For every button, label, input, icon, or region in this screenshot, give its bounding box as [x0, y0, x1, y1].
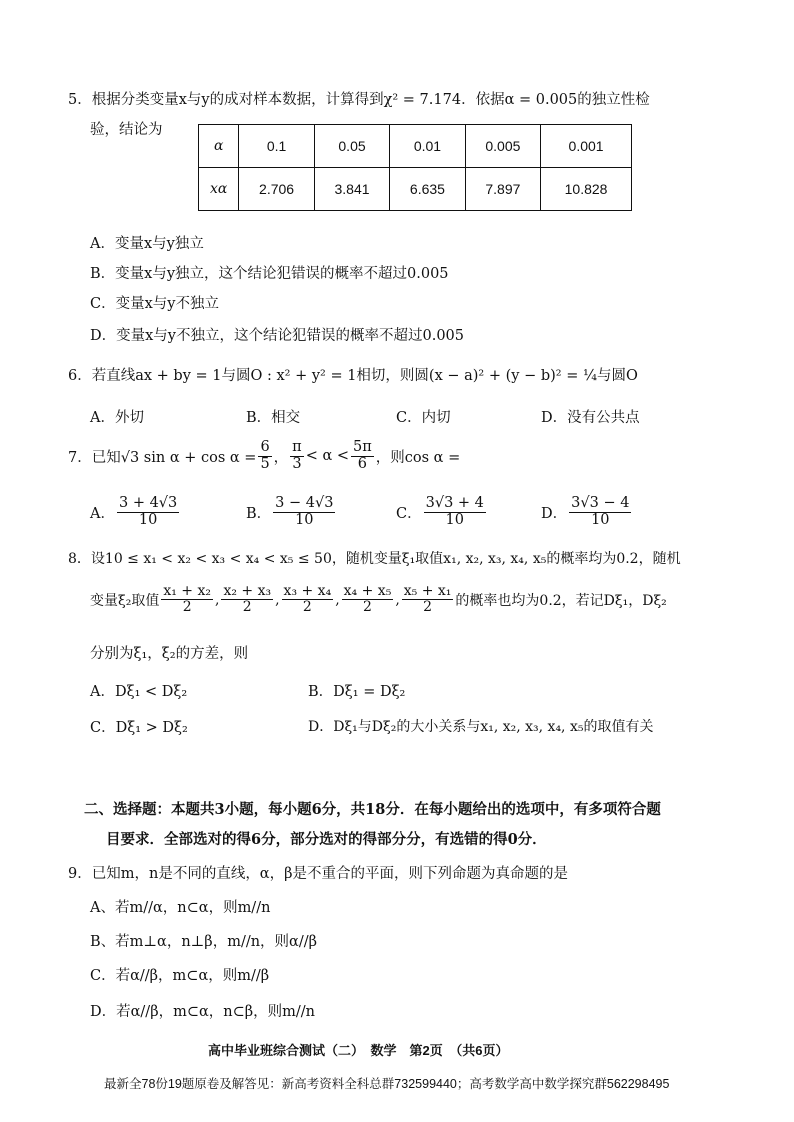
q9-option-d: D．若α//β，m⊂α，n⊂β，则m//n [90, 1004, 315, 1020]
q6-option-b: B．相交 [246, 410, 301, 426]
option-label: D． [541, 505, 568, 522]
q7-option-c [396, 496, 488, 529]
q9-option-b: B、若m⊥α，n⊥β，m//n，则α//β [90, 934, 317, 950]
q5-option-a: A．变量x与y独立 [90, 236, 204, 252]
frac-den: 2 [302, 599, 312, 616]
q7-frac-6-5 [258, 440, 271, 473]
frac-den: 10 [295, 511, 314, 528]
table-cell: 0.01 [390, 125, 465, 168]
critical-value-table [198, 124, 632, 211]
q8-line2-end: 的概率也均为0.2，若记Dξ₁，Dξ₂ [455, 592, 667, 609]
q6-stem: 6．若直线ax + by = 1与圆O : x² + y² = 1相切，则圆(x − a)² + (y − b)² = ¼与圆O [68, 368, 638, 384]
table-cell: 0.005 [465, 125, 540, 168]
q9-option-c: C．若α//β，m⊂α，则m//β [90, 968, 270, 984]
table-cell: 0.001 [541, 125, 632, 168]
frac-den: 2 [182, 599, 192, 616]
q7-frac-5pi-6 [351, 440, 374, 473]
table-cell: 0.1 [239, 125, 314, 168]
q8-line3: 分别为ξ₁，ξ₂的方差，则 [90, 646, 249, 662]
q6-option-a: A．外切 [90, 410, 144, 426]
option-label: A． [90, 505, 115, 522]
option-label: C． [396, 505, 422, 522]
frac-num: 3 − 4√3 [275, 495, 334, 511]
frac-den: 2 [242, 599, 252, 616]
frac-den: 5 [260, 455, 270, 472]
frac-num: π [292, 439, 302, 455]
table-cell: 0.05 [314, 125, 389, 168]
frac-num: 3√3 − 4 [571, 495, 630, 511]
q8-option-c: C．Dξ₁ > Dξ₂ [90, 720, 188, 736]
q7-ineq: < α < [305, 448, 350, 465]
q8-line1: 8．设10 ≤ x₁ < x₂ < x₃ < x₄ < x₅ ≤ 50，随机变量ξ₁取值x₁, x₂, x₃, x₄, x₅的概率均为0.2，随机 [68, 551, 681, 567]
q7-option-a [90, 496, 181, 529]
q5-option-b: B．变量x与y独立，这个结论犯错误的概率不超过0.005 [90, 266, 449, 282]
frac-num: x₃ + x₄ [283, 583, 332, 599]
table-cell: 2.706 [239, 168, 314, 211]
q5-stem: 5．根据分类变量x与y的成对样本数据，计算得到χ² = 7.174．依据α = 0.005的独立性检 [68, 92, 650, 108]
q9-option-a: A、若m//α，n⊂α，则m//n [90, 900, 271, 916]
table-cell: 6.635 [390, 168, 465, 211]
frac-den: 2 [363, 599, 372, 616]
frac-num: x₄ + x₅ [343, 583, 392, 599]
table-header-x: xα [199, 168, 239, 211]
frac-den: 10 [138, 511, 158, 528]
q7-sep: ， [273, 449, 289, 466]
q5-stem-cont: 验，结论为 [90, 122, 163, 138]
q9-stem: 9．已知m，n是不同的直线，α，β是不重合的平面，则下列命题为真命题的是 [68, 866, 568, 882]
table-row-alpha [199, 125, 632, 168]
frac-den: 2 [423, 599, 433, 616]
q8-option-a: A．Dξ₁ < Dξ₂ [90, 684, 188, 700]
frac-num: x₅ + x₁ [403, 583, 452, 599]
q7-stem [68, 440, 460, 473]
frac-num: 3 + 4√3 [118, 495, 178, 511]
table-cell: 10.828 [541, 168, 632, 211]
frac-num: x₂ + x₃ [223, 583, 272, 599]
table-cell: 7.897 [465, 168, 540, 211]
q8-line2-start: 变量ξ₂取值 [90, 592, 160, 609]
frac-den: 6 [357, 455, 368, 472]
q7-option-d [541, 496, 633, 529]
ad-banner: 最新全78份19题原卷及解答见：新高考资料全科总群732599440；高考数学高中数学探究群562298495 [104, 1077, 670, 1091]
option-label: B． [246, 505, 272, 522]
frac-num: 5π [353, 439, 372, 455]
q7-option-b [246, 496, 337, 529]
frac-num: 3√3 + 4 [425, 495, 484, 511]
frac-den: 3 [292, 455, 302, 472]
frac-num: x₁ + x₂ [163, 583, 211, 599]
section2-heading-cont: 目要求．全部选对的得6分，部分选对的得部分分，有选错的得0分． [106, 831, 547, 848]
frac-den: 10 [591, 511, 610, 528]
frac-num: 6 [260, 439, 270, 455]
q7-stem-start: 7．已知√3 sin α + cos α = [68, 449, 257, 466]
q5-option-c: C．变量x与y不独立 [90, 296, 219, 312]
q6-option-d: D．没有公共点 [541, 410, 640, 426]
frac-den: 10 [445, 511, 464, 528]
q8-option-b: B．Dξ₁ = Dξ₂ [308, 684, 406, 700]
q8-line2: 变量ξ₂取值 $\frac{\text{x₁ + x₂}}{2}$ , $\frac{\text{x₂ + x₃}}{2}$ , $\frac{\text{x₃ + x₄}}{2}$ , $\frac{\text{x₄ + x₅}}{2}$ , $\frac{\text{x₅ + x₁}}{2}$ 的概率也均为0.2，若记Dξ₁，Dξ₂ [90, 583, 667, 616]
table-row-x [199, 168, 632, 211]
table-header-alpha: α [199, 125, 239, 168]
q7-frac-pi-3 [290, 440, 304, 473]
page-footer: 高中毕业班综合测试（二） 数学 第2页 （共6页） [208, 1043, 509, 1058]
q7-stem-end: ，则cos α = [375, 449, 461, 466]
section2-heading: 二、选择题：本题共3小题，每小题6分，共18分．在每小题给出的选项中，有多项符合题 [84, 801, 661, 818]
table-cell: 3.841 [314, 168, 389, 211]
q5-option-d: D．变量x与y不独立，这个结论犯错误的概率不超过0.005 [90, 328, 465, 344]
q8-option-d: D．Dξ₁与Dξ₂的大小关系与x₁, x₂, x₃, x₄, x₅的取值有关 [308, 719, 654, 735]
q6-option-c: C．内切 [396, 410, 451, 426]
